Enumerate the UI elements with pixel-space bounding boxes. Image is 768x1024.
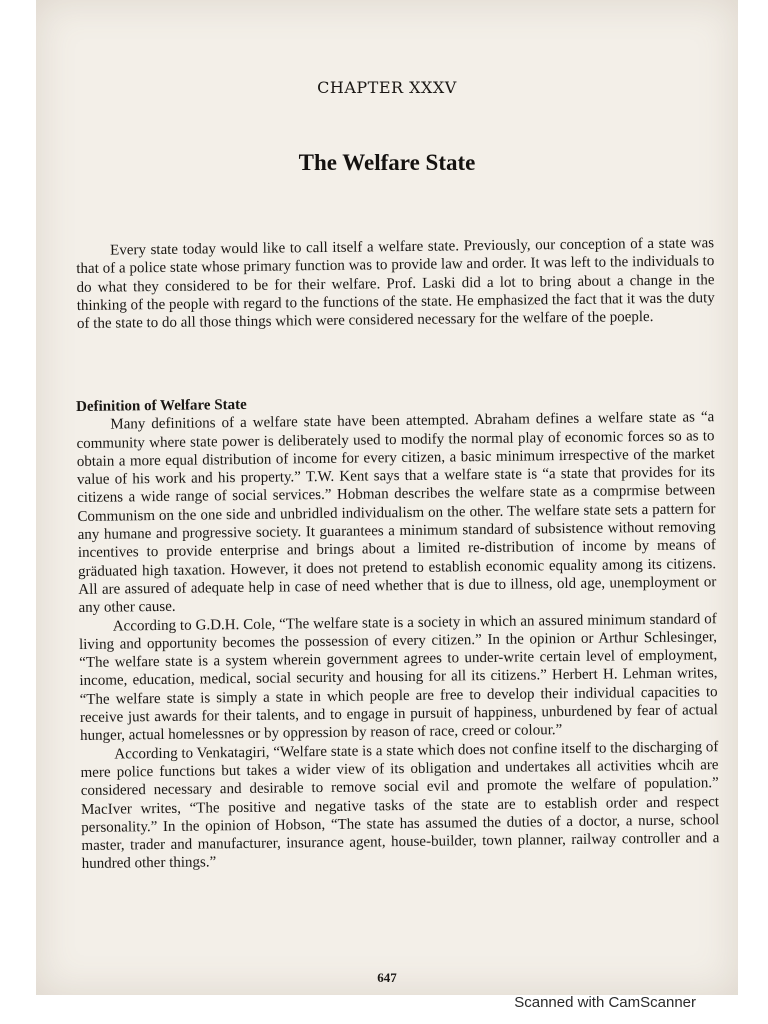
section-heading: Definition of Welfare State (76, 396, 247, 415)
intro-text-block (76, 234, 715, 333)
scanner-watermark: Scanned with CamScanner (514, 994, 696, 1011)
book-page (36, 0, 738, 995)
page-title: The Welfare State (298, 150, 476, 175)
section-paragraph: According to Venkatagiri, “Welfare state is a state which does not confine itself to the discharging of mere police functions but takes a wider view of its obligation and undertakes all activities whcih are considered necessary and desirable to remove social evil and promote the welfare of population.” MacIver writes, “The positive and negative tasks of the state are to establish order and respect personality.” In the opinion of Hobson, “The state has assumed the duties of a doctor, a nurse, school master, trader and manufacturer, insurance agent, house-builder, town planner, railway controller and a hundred other things.” (80, 738, 720, 873)
intro-paragraph: Every state today would like to call itself a welfare state. Previously, our conception of a state was that of a police state whose primary function was to provide law and order. It was left to the individuals to do what they considered to be for their welfare. Prof. Laski did a lot to bring about a change in the thinking of the people with regard to the functions of the state. He emphasized the fact that it was the duty of the state to do all those things which were considered necessary for the welfare of the poeple. (76, 235, 715, 333)
definition-section (76, 390, 720, 873)
section-paragraph: According to G.D.H. Cole, “The welfare state is a society in which an assured minimum standard of living and opportunity becomes the possession of every citizen.” In the opinion or Arthur Schlesinger, “The welfare state is a system wherein government agrees to under-write certain level of employment, income, education, medical, social security and housing for all its citizens.” Herbert H. Lehman writes, “The welfare state is simply a state in which people are free to develop their individual capacities to receive just awards for their talents, and to engage in pursuit of happiness, unburdened by fear of actual hunger, actual homelessnes or by oppression by reason of race, creed or colour.” (78, 610, 718, 745)
page-number: 647 (377, 970, 397, 985)
chapter-label: CHAPTER XXXV (317, 78, 457, 97)
section-paragraph: Many definitions of a welfare state have been attempted. Abraham defines a welfare state as “a community where state power is deliberately used to modify the normal play of economic forces so as to obtain a more equal distribution of income for every citizen, a basic minimum irrespective of the market value of his work and his property.” T.W. Kent says that a welfare state is “a state that provides for its citizens a wide range of social services.” Hobman describes the welfare state as a comprmise between Communism on the one side and unbridled individualism on the other. The welfare state sets a pattern for any humane and progressive society. It guarantees a minimum standard of subsistence without removing incentives to provide enterprise and brings about a limited re-distribution of income by means of gräduated high taxation. However, it does not pretend to establish economic equality among its citizens. All are assured of adequate help in case of need whether that is due to illness, old age, unemployment or any other cause. (76, 409, 717, 617)
